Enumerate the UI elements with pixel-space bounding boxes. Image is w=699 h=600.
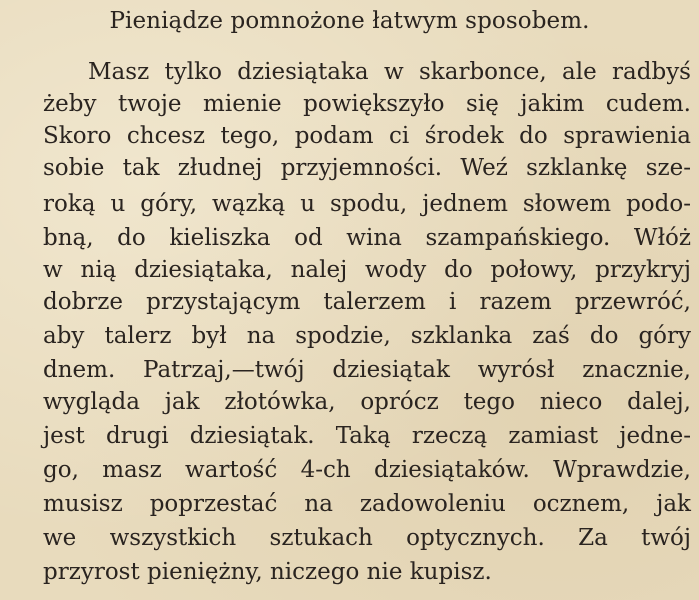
paragraph-line-7: w nią dziesiątaka, nalej wody do połowy, przykryj [43, 257, 691, 283]
paragraph-line-16: przyrost pieniężny, niczego nie kupisz. [43, 559, 492, 585]
paragraph-line-6: bną, do kieliszka od wina szampańskiego. Włóż [43, 225, 691, 251]
paragraph-line-14: musisz poprzestać na zadowoleniu ocznem, jak [43, 491, 691, 517]
paragraph-line-2: żeby twoje mienie powiększyło się jakim cudem. [43, 91, 691, 117]
paragraph-line-13: go, masz wartość 4-ch dziesiątaków. Wprawdzie, [43, 457, 691, 483]
paragraph-line-4: sobie tak złudnej przyjemności. Weź szklankę sze- [43, 155, 691, 181]
paragraph-line-15: we wszystkich sztukach optycznych. Za twój [43, 525, 691, 551]
paragraph-line-11: wygląda jak złotówka, oprócz tego nieco dalej, [43, 389, 691, 415]
document-title: Pieniądze pomnożone łatwym sposobem. [109, 8, 590, 34]
paragraph-line-1: Masz tylko dziesiątaka w skarbonce, ale radbyś [88, 59, 691, 85]
paragraph-line-9: aby talerz był na spodzie, szklanka zaś do góry [43, 323, 691, 349]
paragraph-line-3: Skoro chcesz tego, podam ci środek do sprawienia [43, 123, 691, 149]
paragraph-line-8: dobrze przystającym talerzem i razem przewróć, [43, 289, 691, 315]
paragraph-line-5: roką u góry, wązką u spodu, jednem słowem podo- [43, 191, 691, 217]
paragraph-line-12: jest drugi dziesiątak. Taką rzeczą zamiast jedne- [43, 423, 691, 449]
paragraph-line-10: dnem. Patrzaj,—twój dziesiątak wyrósł znacznie, [43, 357, 691, 383]
